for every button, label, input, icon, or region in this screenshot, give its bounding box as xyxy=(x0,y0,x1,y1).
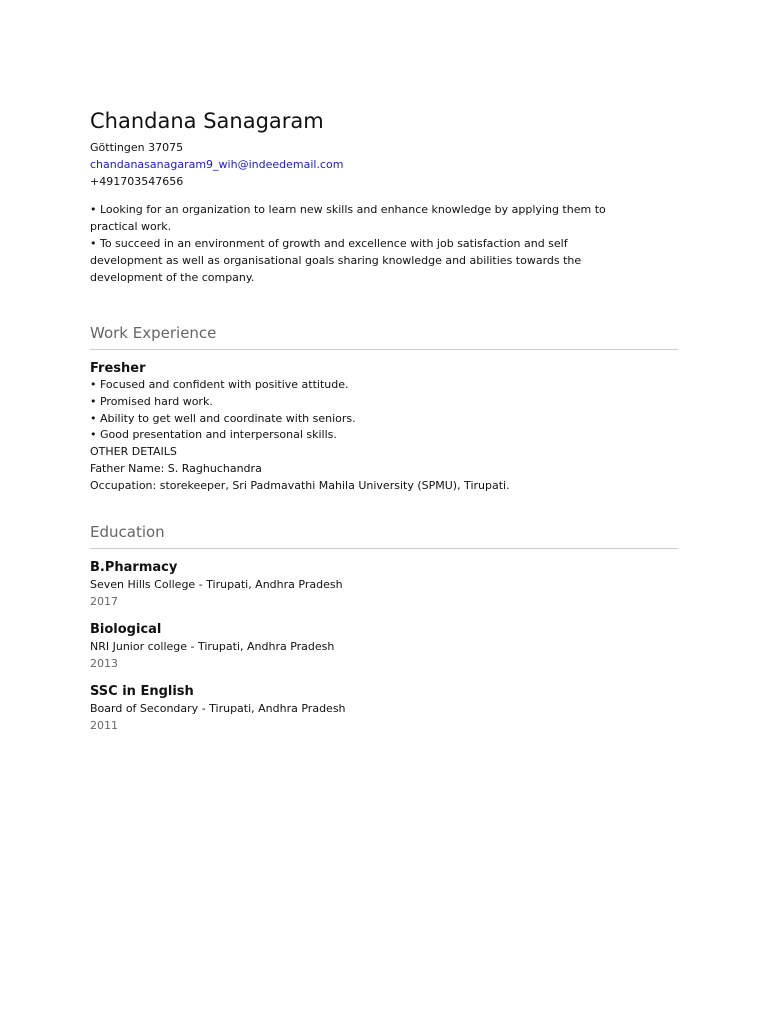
education-year: 2017 xyxy=(90,594,118,608)
education-item xyxy=(90,621,678,672)
job-line: • Promised hard work. xyxy=(90,394,213,408)
job-line: Occupation: storekeeper, Sri Padmavathi Mahila University (SPMU), Tirupati. xyxy=(90,478,510,492)
education-degree: Biological xyxy=(90,621,162,637)
contact-block xyxy=(90,139,678,190)
email-link[interactable]: chandanasanagaram9_wih@indeedemail.com xyxy=(90,158,344,171)
education-item xyxy=(90,559,678,610)
job-title: Fresher xyxy=(90,361,146,376)
job-line: • Good presentation and interpersonal skills. xyxy=(90,428,337,442)
education-school: NRI Junior college - Tirupati, Andhra Pradesh xyxy=(90,639,335,653)
education-school: Board of Secondary - Tirupati, Andhra Pradesh xyxy=(90,701,346,715)
education-section xyxy=(90,522,678,734)
summary-block xyxy=(90,201,610,286)
job-line: OTHER DETAILS xyxy=(90,445,177,459)
work-experience-section xyxy=(90,323,678,495)
resume-page xyxy=(90,107,678,734)
education-school: Seven Hills College - Tirupati, Andhra Pradesh xyxy=(90,577,343,591)
summary-line: • Looking for an organization to learn new skills and enhance knowledge by applying them to practical work. xyxy=(90,203,606,233)
phone-text: +491703547656 xyxy=(90,175,184,188)
job-line: • Ability to get well and coordinate with seniors. xyxy=(90,411,356,425)
job-description xyxy=(90,377,678,495)
education-degree: SSC in English xyxy=(90,683,194,699)
section-title-education: Education xyxy=(90,522,678,549)
section-title-work: Work Experience xyxy=(90,323,678,350)
education-item xyxy=(90,683,678,734)
location-text: Göttingen 37075 xyxy=(90,141,184,154)
candidate-name: Chandana Sanagaram xyxy=(90,109,324,133)
education-year: 2013 xyxy=(90,656,118,670)
education-year: 2011 xyxy=(90,718,118,732)
job-line: Father Name: S. Raghuchandra xyxy=(90,461,262,475)
job-line: • Focused and confident with positive attitude. xyxy=(90,378,349,391)
education-degree: B.Pharmacy xyxy=(90,559,178,575)
summary-line: • To succeed in an environment of growth and excellence with job satisfaction and self development as well as organisational goals sharing knowledge and abilities towards the development of the company. xyxy=(90,237,582,284)
